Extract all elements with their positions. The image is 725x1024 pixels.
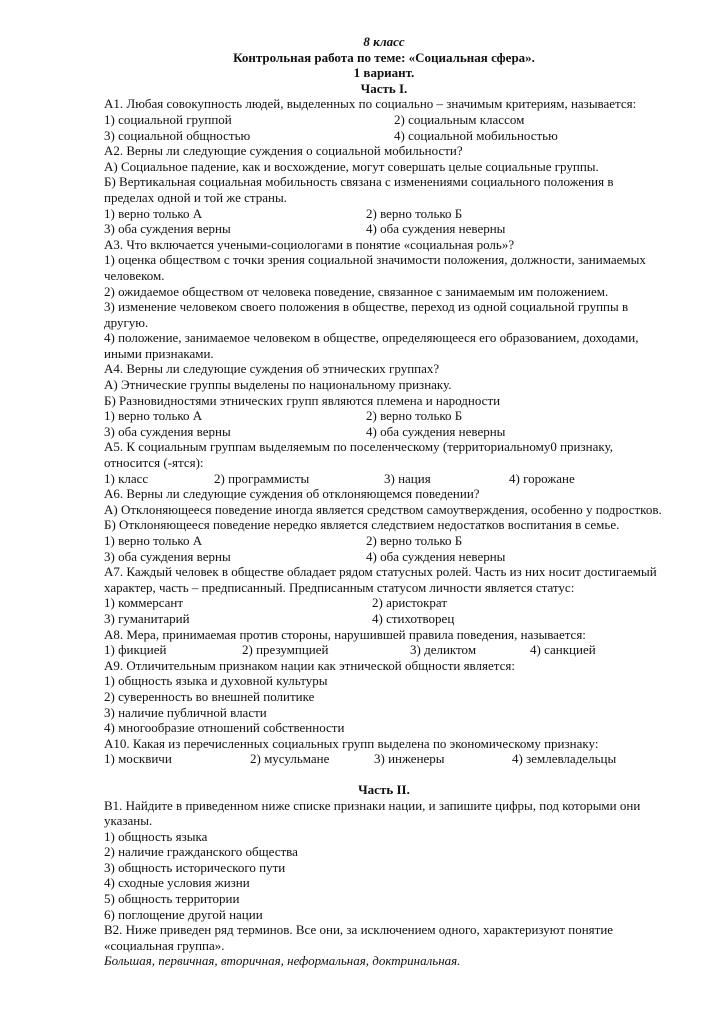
a3-option-4: 4) положение, занимаемое человеком в обществе, определяющееся его образованием, доходами, иными признаками. xyxy=(104,330,639,361)
b1-item-5: 5) общность территории xyxy=(104,891,240,907)
a7-options-row1 xyxy=(104,595,664,611)
a9-option-2: 2) суверенность во внешней политике xyxy=(104,688,315,704)
a2-options-row2 xyxy=(104,221,664,237)
a4-options-row1 xyxy=(104,408,664,424)
section-spacer xyxy=(104,767,664,782)
question-b1: В1. Найдите в приведенном ниже списке признаки нации, и запишите цифры, под которыми они указаны. xyxy=(104,797,641,829)
question-a9: А9. Отличительным признаком нации как этнической общности является: xyxy=(104,657,515,673)
a4-statement-a: А) Этнические группы выделены по национальному признаку. xyxy=(104,377,452,393)
a4-option-1: 1) верно только А xyxy=(104,408,203,424)
a2-options-row1 xyxy=(104,206,664,222)
a5-option-1: 1) класс xyxy=(104,470,149,486)
a9-option-4: 4) многообразие отношений собственности xyxy=(104,720,345,736)
a6-option-4: 4) оба суждения неверны xyxy=(366,548,506,564)
question-a7: А7. Каждый человек в обществе обладает рядом статусных ролей. Часть из них носит достигаемый характер, часть – предписанный. Предписанным статусом личности является статус: xyxy=(104,564,657,595)
a6-option-3: 3) оба суждения верны xyxy=(104,548,231,564)
a8-option-2: 2) презумпцией xyxy=(242,642,329,658)
a6-statement-b: Б) Отклоняющееся поведение нередко является следствием недостатков воспитания в семье. xyxy=(104,517,620,533)
a3-option-2: 2) ожидаемое обществом от человека поведение, связанное с занимаемым им положением. xyxy=(104,283,609,299)
a2-statement-a: А) Социальное падение, как и восхождение, могут совершать целые социальные группы. xyxy=(104,158,599,174)
a10-option-1: 1) москвичи xyxy=(104,751,172,767)
a2-option-3: 3) оба суждения верны xyxy=(104,221,231,237)
a8-option-1: 1) фикцией xyxy=(104,642,167,658)
a2-option-2: 2) верно только Б xyxy=(366,205,463,221)
a8-options xyxy=(104,642,664,658)
question-a10: А10. Какая из перечисленных социальных групп выделена по экономическому признаку: xyxy=(104,735,599,751)
a7-options-row2 xyxy=(104,611,664,627)
a3-option-3: 3) изменение человеком своего положения в обществе, переход из одной социальной группы в другую. xyxy=(104,299,629,330)
b1-item-3: 3) общность исторического пути xyxy=(104,859,286,875)
a5-options xyxy=(104,471,664,487)
a5-option-3: 3) нация xyxy=(384,470,431,486)
a6-option-1: 1) верно только А xyxy=(104,533,203,548)
a10-options xyxy=(104,751,664,767)
test-document xyxy=(104,34,664,969)
a6-options-row1 xyxy=(104,533,664,549)
a5-option-4: 4) горожане xyxy=(509,470,575,486)
a10-option-4: 4) землевладельцы xyxy=(512,751,617,767)
a4-statement-b: Б) Разновидностями этнических групп являются племена и народности xyxy=(104,392,501,408)
b1-item-2: 2) наличие гражданского общества xyxy=(104,844,298,860)
question-a1: А1. Любая совокупность людей, выделенных по социально – значимым критериям, называется: xyxy=(104,96,637,112)
a1-options-row1 xyxy=(104,112,664,128)
a1-option-2: 2) социальным классом xyxy=(394,111,525,127)
b1-item-4: 4) сходные условия жизни xyxy=(104,875,250,891)
a4-option-3: 3) оба суждения верны xyxy=(104,423,231,439)
question-a8: А8. Мера, принимаемая против стороны, нарушившей правила поведения, называется: xyxy=(104,626,586,642)
question-a5: А5. К социальным группам выделяемым по поселенческому (территориальному0 признаку, относится (-ятся): xyxy=(104,439,613,471)
test-title: Контрольная работа по теме: «Социальная сфера». xyxy=(233,49,535,65)
a9-option-3: 3) наличие публичной власти xyxy=(104,704,267,720)
a7-option-3: 3) гуманитарий xyxy=(104,610,190,626)
part1-heading: Часть I. xyxy=(360,80,408,96)
a4-options-row2 xyxy=(104,424,664,440)
a6-options-row2 xyxy=(104,549,664,565)
a2-statement-b: Б) Вертикальная социальная мобильность связана с изменениями социального положения в пределах одной и той же страны. xyxy=(104,174,614,205)
question-a2: А2. Верны ли следующие суждения о социальной мобильности? xyxy=(104,143,463,159)
question-a4: А4. Верны ли следующие суждения об этнических группах? xyxy=(104,361,440,377)
a1-option-3: 3) социальной общностью xyxy=(104,127,251,143)
a8-option-4: 4) санкцией xyxy=(530,642,596,658)
a7-option-1: 1) коммерсант xyxy=(104,595,184,611)
a6-statement-a: А) Отклоняющееся поведение иногда является средством самоутверждения, особенно у подростков. xyxy=(104,501,662,517)
b1-item-6: 6) поглощение другой нации xyxy=(104,906,263,922)
b1-item-1: 1) общность языка xyxy=(104,828,208,844)
variant-label: 1 вариант. xyxy=(353,65,415,81)
a2-option-1: 1) верно только А xyxy=(104,205,203,221)
a6-option-2: 2) верно только Б xyxy=(366,533,463,548)
grade-label: 8 класс xyxy=(363,34,405,49)
a4-option-4: 4) оба суждения неверны xyxy=(366,423,506,439)
part2-heading: Часть II. xyxy=(358,781,410,797)
a7-option-4: 4) стихотворец xyxy=(372,610,455,626)
a4-option-2: 2) верно только Б xyxy=(366,408,463,424)
a10-option-2: 2) мусульмане xyxy=(250,751,330,767)
question-a6: А6. Верны ли следующие суждения об отклоняющемся поведении? xyxy=(104,486,480,502)
a8-option-3: 3) деликтом xyxy=(410,642,477,658)
a10-option-3: 3) инженеры xyxy=(374,751,445,767)
a1-options-row2 xyxy=(104,128,664,144)
a1-option-4: 4) социальной мобильностью xyxy=(394,127,558,143)
a7-option-2: 2) аристократ xyxy=(372,595,448,611)
a2-option-4: 4) оба суждения неверны xyxy=(366,221,506,237)
question-a3: А3. Что включается учеными-социологами в понятие «социальная роль»? xyxy=(104,236,515,252)
a1-option-1: 1) социальной группой xyxy=(104,111,232,127)
b2-terms: Большая, первичная, вторичная, неформальная, доктринальная. xyxy=(104,953,461,969)
a9-option-1: 1) общность языка и духовной культуры xyxy=(104,673,328,689)
question-b2: В2. Ниже приведен ряд терминов. Все они, за исключением одного, характеризуют понятие «социальная группа». xyxy=(104,922,614,953)
a3-option-1: 1) оценка обществом с точки зрения социальной значимости положения, должности, занимаемых человеком. xyxy=(104,252,646,283)
a5-option-2: 2) программисты xyxy=(214,470,310,486)
